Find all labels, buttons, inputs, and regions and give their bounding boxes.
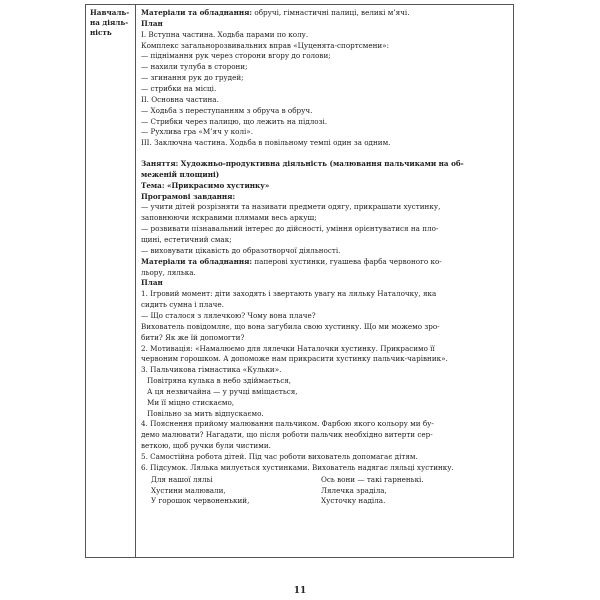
text-line bbox=[147, 409, 264, 419]
text-line bbox=[141, 463, 454, 473]
line-text: ІІ. Основна частина. bbox=[141, 94, 219, 104]
line-text: — стрибки на місці. bbox=[141, 83, 217, 93]
line-text: червоним горошком. А допоможе нам прикрасити хустинку пальчик-чарівник». bbox=[141, 354, 448, 364]
page-number: 11 bbox=[293, 586, 307, 596]
line-text: Комплекс загальнорозвивальних вправ «Цуценята-спортсмени»: bbox=[141, 40, 389, 50]
text-line bbox=[141, 333, 244, 343]
plan-table bbox=[85, 4, 514, 558]
text-line bbox=[141, 95, 219, 105]
text-line bbox=[141, 138, 390, 148]
bold-label: Матеріали та обладнання: bbox=[141, 8, 253, 17]
poem-right-line: Хусточку наділа. bbox=[321, 496, 386, 506]
text-line bbox=[141, 452, 418, 462]
text-line bbox=[141, 181, 269, 191]
text-line bbox=[141, 322, 440, 332]
text-line bbox=[141, 51, 331, 61]
line-text: Ми її міцно стискаємо, bbox=[147, 397, 235, 407]
text-line bbox=[141, 30, 308, 40]
activity-label-line: на діяль- bbox=[90, 18, 129, 27]
line-text: обручі, гімнастичні палиці, великі м’ячі. bbox=[252, 8, 410, 17]
line-text: 6. Підсумок. Лялька милується хустинками. Вихователь надягає ляльці хустинку. bbox=[141, 462, 454, 472]
poem-right-line: Ось вони — такі гарненькі. bbox=[321, 474, 424, 484]
text-line bbox=[141, 224, 438, 234]
text-line bbox=[141, 19, 163, 29]
text-line bbox=[141, 344, 435, 354]
line-text: Повітряна кулька в небо здіймається, bbox=[147, 376, 292, 386]
text-line bbox=[141, 8, 410, 18]
text-line bbox=[141, 246, 340, 256]
line-text: бити? Як же їй допомогти? bbox=[141, 332, 245, 342]
poem-left-line: Для нашої ляльі bbox=[151, 474, 213, 484]
text-line bbox=[141, 257, 442, 267]
line-text: — розвивати пізнавальний інтерес до дійсності, уміння орієнтуватися на пло- bbox=[141, 224, 439, 234]
text-line bbox=[141, 84, 216, 94]
poem-left-line: Хустини малювали, bbox=[151, 485, 226, 495]
text-line bbox=[141, 268, 196, 278]
text-line bbox=[141, 278, 163, 288]
activity-label-line: Навчаль- bbox=[90, 8, 130, 17]
line-text: 5. Самостійна робота дітей. Під час роботи вихователь допомагає дітям. bbox=[141, 452, 418, 461]
poem-right-line: Лялечка зраділа, bbox=[321, 485, 387, 495]
line-text: А ця незвичайна — у ручці вміщається, bbox=[147, 386, 298, 396]
line-text: Повільно за мить відпускаємо. bbox=[147, 408, 264, 418]
text-line bbox=[141, 289, 436, 299]
text-line bbox=[141, 202, 440, 212]
bold-label: План bbox=[141, 278, 163, 288]
line-text: 2. Мотивація: «Намалюємо для лялечки Наталочки хустинку. Прикрасимо її bbox=[141, 343, 435, 353]
activity-label bbox=[90, 8, 129, 38]
text-line bbox=[141, 430, 433, 440]
line-text: — Рухлива гра «М’яч у колі». bbox=[141, 127, 253, 137]
line-text: Вихователь повідомляє, що вона загубила свою хустинку. Що ми можемо зро- bbox=[141, 321, 440, 331]
bold-label: Заняття: Художньо-продуктивна діяльність (малювання пальчиками на об- bbox=[141, 159, 464, 169]
line-text: ІІІ. Заключна частина. Ходьба в повільному темпі один за одним. bbox=[141, 138, 391, 148]
line-text: — виховувати цікавість до образотворчої діяльності. bbox=[141, 245, 341, 255]
bold-label: Матеріали та обладнання: bbox=[141, 256, 253, 266]
text-line bbox=[141, 213, 317, 223]
text-line bbox=[141, 73, 244, 83]
line-text: 1. Ігровий момент: діти заходять і звертають увагу на ляльку Наталочку, яка bbox=[141, 289, 437, 299]
line-text: — Що сталося з лялечкою? Чому вона плаче? bbox=[141, 310, 316, 320]
line-text: — Стрибки через палицю, що лежить на підлозі. bbox=[141, 116, 328, 126]
text-line bbox=[141, 365, 281, 375]
line-text: 3. Пальчикова гімнастика «Кульки». bbox=[141, 365, 282, 375]
text-line bbox=[141, 41, 389, 51]
text-line bbox=[147, 376, 291, 386]
line-text: льору, лялька. bbox=[141, 267, 196, 277]
bold-label: План bbox=[141, 18, 163, 28]
line-text: веткою, щоб ручки були чистими. bbox=[141, 441, 271, 451]
text-line bbox=[141, 106, 312, 116]
poem-left-line: У горошок червоненький, bbox=[151, 496, 250, 506]
text-line bbox=[147, 398, 234, 408]
text-line bbox=[141, 62, 248, 72]
text-line bbox=[141, 354, 448, 364]
activity-label-line: ність bbox=[90, 28, 112, 37]
bold-label: меженій площині) bbox=[141, 169, 220, 179]
line-text: — учити дітей розрізняти та називати предмети одягу, прикрашати хустинку, bbox=[141, 202, 441, 212]
line-text: — згинання рук до грудей; bbox=[141, 73, 244, 83]
left-column bbox=[86, 5, 136, 557]
text-line bbox=[141, 235, 232, 245]
text-line bbox=[141, 170, 219, 180]
line-text: паперові хустинки, гуашева фарба червоного ко- bbox=[252, 256, 442, 266]
text-line bbox=[141, 159, 464, 169]
line-text: заповнюючи яскравими плямами весь аркуш; bbox=[141, 213, 317, 223]
bold-label: Тема: «Прикрасимо хустинку» bbox=[141, 180, 270, 190]
text-line bbox=[141, 300, 224, 310]
line-text: І. Вступна частина. Ходьба парами по колу. bbox=[141, 29, 309, 39]
line-text: — піднімання рук через сторони вгору до голови; bbox=[141, 51, 331, 61]
line-text: 4. Пояснення прийому малювання пальчиком. Фарбою якого кольору ми бу- bbox=[141, 419, 434, 429]
text-line bbox=[141, 192, 235, 202]
text-line bbox=[141, 419, 434, 429]
text-line bbox=[147, 387, 298, 397]
text-line bbox=[141, 311, 316, 321]
line-text: — Ходьба з переступанням з обруча в обруч. bbox=[141, 105, 313, 115]
line-text: демо малювати? Нагадати, що після роботи пальчик необхідно витерти сер- bbox=[141, 430, 433, 440]
text-line bbox=[141, 127, 253, 137]
text-line bbox=[141, 117, 327, 127]
line-text: сидить сумна і плаче. bbox=[141, 300, 224, 310]
text-line bbox=[141, 441, 271, 451]
bold-label: Програмові завдання: bbox=[141, 191, 236, 201]
line-text: щині, естетичний смак; bbox=[141, 235, 232, 244]
line-text: — нахили тулуба в сторони; bbox=[141, 62, 248, 72]
